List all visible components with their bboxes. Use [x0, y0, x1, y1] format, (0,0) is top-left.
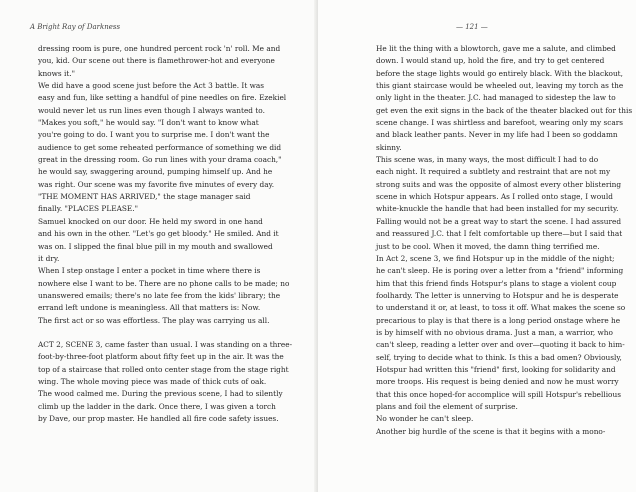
text-line: wing. The whole moving piece was made of thick cuts of oak. [38, 376, 267, 386]
text-line: The first act or so was effortless. The play was carrying us all. [38, 315, 270, 325]
text-line: Falling would not be a great way to start the scene. I had assured [376, 216, 622, 226]
text-line: self, trying to decide what to think. Is this a bad omen? Obviously, [376, 352, 622, 362]
text-line: foolhardy. The letter is unnerving to Hotspur and he is desperate [376, 290, 619, 300]
text-line: He lit the thing with a blowtorch, gave me a salute, and climbed [376, 44, 616, 53]
text-line: dressing room is pure, one hundred percent rock 'n' roll. Me and [38, 44, 281, 53]
text-line: We did have a good scene just before the Act 3 battle. It was [38, 81, 265, 91]
right-page [318, 0, 636, 492]
text-line: Samuel knocked on our door. He held my sword in one hand [38, 216, 263, 226]
text-line: he would say, swaggering around, pumping himself up. And he [38, 167, 273, 177]
left-page-body [38, 43, 306, 425]
text-line: skinny. [376, 142, 402, 152]
text-line: "THE MOMENT HAS ARRIVED," the stage manager said [38, 192, 251, 202]
text-line: Hotspur had written this "friend" first, looking for solidarity and [376, 364, 616, 374]
text-line: white-knuckle the handle that had been installed for my security. [376, 204, 619, 214]
text-line: is by himself with no obvious drama. Just a man, a warrior, who [376, 327, 613, 337]
text-line: great in the dressing room. Go run lines with your drama coach," [38, 155, 282, 165]
text-line: him that this friend finds Hotspur's plans to stage a violent coup [376, 278, 617, 288]
text-line: plans and foil the element of surprise. [376, 401, 518, 411]
text-line: foot-by-three-foot platform about fifty feet up in the air. It was the [38, 352, 284, 362]
right-page-body [376, 43, 636, 438]
text-line: scene in which Hotspur appears. As I rolled onto stage, I would [376, 192, 613, 202]
text-line: No wonder he can't sleep. [376, 414, 474, 424]
text-line: can't sleep, reading a letter over and over—quoting it back to him- [376, 340, 625, 350]
text-line: only light in the theater. J.C. had managed to sidestep the law to [376, 93, 616, 103]
text-line: In Act 2, scene 3, we find Hotspur up in the middle of the night; [376, 253, 615, 263]
text-line: that this once hoped-for accomplice will spill Hotspur's rebellious [376, 389, 621, 399]
text-line: was right. Our scene was my favorite five minutes of every day. [38, 179, 275, 189]
text-line: to understand it or, at least, to toss it off. What makes the scene so [376, 303, 626, 313]
text-line: and reassured J.C. that I felt comfortable up there—but I said that [376, 229, 623, 239]
text-line: down. I would stand up, hold the fire, and try to get centered [376, 56, 605, 66]
text-line: finally. "PLACES PLEASE." [38, 204, 138, 214]
text-line: nowhere else I want to be. There are no phone calls to be made; no [38, 278, 290, 288]
running-head: A Bright Ray of Darkness [30, 23, 121, 31]
text-line: you, kid. Our scene out there is flamethrower-hot and everyone [38, 56, 275, 66]
text-line: top of a staircase that rolled onto center stage from the stage right [38, 364, 289, 374]
text-line: would never let us run lines even though I always wanted to. [38, 105, 265, 115]
text-line: "Makes you soft," he would say. "I don't want to know what [38, 118, 259, 128]
text-line: When I step onstage I enter a pocket in time where there is [38, 266, 261, 276]
text-line: unanswered emails; there's no late fee from the kids' library; the [38, 290, 281, 300]
text-line: scene change. I was shirtless and barefoot, wearing only my scars [376, 118, 624, 128]
text-line: audience to get some reheated performance of something we did [38, 142, 282, 152]
text-line: more troops. His request is being denied and now he must worry [376, 377, 619, 387]
text-line: The wood calmed me. During the previous scene, I had to silently [38, 389, 283, 399]
text-line: before the stage lights would go entirely black. With the blackout, [376, 68, 623, 78]
text-line: and his own in the other. "Let's go get bloody." He smiled. And it [38, 229, 279, 239]
text-line: and black leather pants. Never in my life had I been so goddamn [376, 130, 618, 140]
text-line: this giant staircase would be wheeled out, leaving my torch as the [376, 81, 624, 91]
text-line: ACT 2, SCENE 3, came faster than usual. I was standing on a three- [38, 339, 293, 349]
text-line: by Dave, our prop master. He handled all fire code safety issues. [38, 413, 279, 423]
text-line: he can't sleep. He is poring over a letter from a "friend" informing [376, 266, 624, 276]
text-line: strong suits and was the opposite of almost every other blistering [376, 179, 622, 189]
text-line: was on. I slipped the final blue pill in my mouth and swallowed [38, 241, 273, 251]
text-line: you're going to do. I want you to surprise me. I don't want the [38, 130, 270, 140]
text-line: knows it." [38, 68, 76, 78]
text-line: get even the exit signs in the back of the theater blacked out for this [376, 105, 633, 115]
text-line: precarious to play is that there is a long period onstage where he [376, 315, 621, 325]
text-line: climb up the ladder in the dark. Once there, I was given a torch [38, 401, 276, 411]
text-line: it dry. [38, 253, 60, 263]
text-line: just to be cool. When it moved, the damn thing terrified me. [376, 241, 600, 251]
text-line: This scene was, in many ways, the most difficult I had to do [376, 155, 599, 165]
page-number: — 121 — [456, 23, 488, 31]
text-line: errand left undone is meaningless. All that matters is: Now. [38, 303, 261, 313]
section-break [38, 327, 306, 339]
text-line: each night. It required a subtlety and restraint that are not my [376, 167, 611, 177]
text-line: Another big hurdle of the scene is that it begins with a mono- [376, 426, 606, 436]
text-line: easy and fun, like setting a handful of pine needles on fire. Ezekiel [38, 93, 287, 103]
